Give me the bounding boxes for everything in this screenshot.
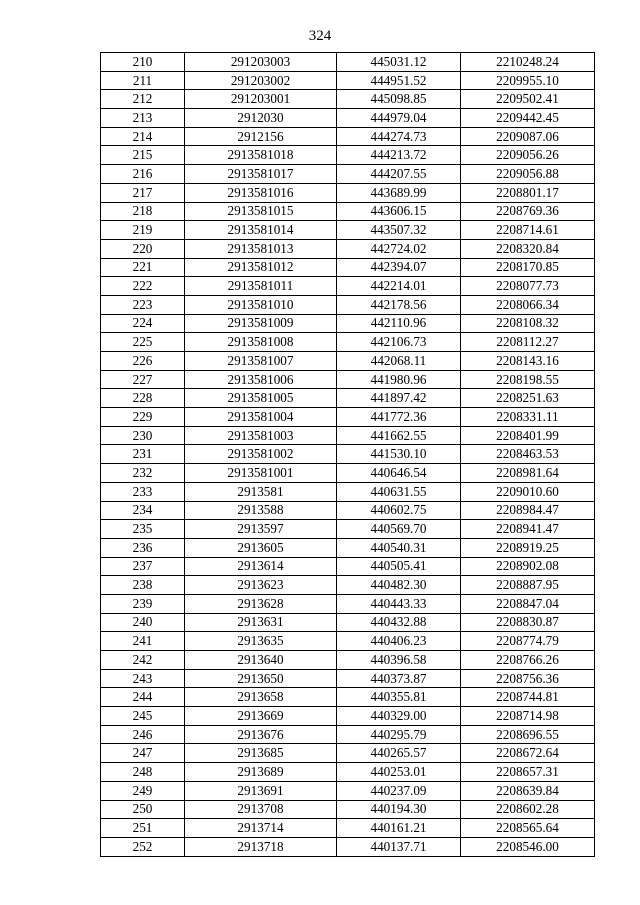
x-coordinate-cell: 445031.12: [337, 53, 461, 72]
table-row: [101, 90, 595, 109]
x-coordinate-cell: 440505.41: [337, 557, 461, 576]
row-index-cell: 215: [101, 146, 185, 165]
table-row: [101, 183, 595, 202]
x-coordinate-cell: 440253.01: [337, 763, 461, 782]
x-coordinate-cell: 440237.09: [337, 781, 461, 800]
point-id-cell: 2913581018: [185, 146, 337, 165]
y-coordinate-cell: 2208463.53: [461, 445, 595, 464]
point-id-cell: 2913588: [185, 501, 337, 520]
point-id-cell: 2913581004: [185, 408, 337, 427]
x-coordinate-cell: 442214.01: [337, 277, 461, 296]
y-coordinate-cell: 2208066.34: [461, 295, 595, 314]
table-row: [101, 389, 595, 408]
table-row: [101, 688, 595, 707]
y-coordinate-cell: 2208672.64: [461, 744, 595, 763]
y-coordinate-cell: 2208830.87: [461, 613, 595, 632]
y-coordinate-cell: 2208769.36: [461, 202, 595, 221]
point-id-cell: 2913685: [185, 744, 337, 763]
point-id-cell: 2913689: [185, 763, 337, 782]
x-coordinate-cell: 442110.96: [337, 314, 461, 333]
y-coordinate-cell: 2208401.99: [461, 426, 595, 445]
y-coordinate-cell: 2208198.55: [461, 370, 595, 389]
table-row: [101, 613, 595, 632]
y-coordinate-cell: 2208546.00: [461, 837, 595, 856]
x-coordinate-cell: 442724.02: [337, 239, 461, 258]
row-index-cell: 217: [101, 183, 185, 202]
table-row: [101, 221, 595, 240]
table-row: [101, 127, 595, 146]
table-row: [101, 520, 595, 539]
y-coordinate-cell: 2208887.95: [461, 576, 595, 595]
y-coordinate-cell: 2208766.26: [461, 651, 595, 670]
y-coordinate-cell: 2208565.64: [461, 819, 595, 838]
point-id-cell: 2913650: [185, 669, 337, 688]
row-index-cell: 225: [101, 333, 185, 352]
row-index-cell: 232: [101, 464, 185, 483]
point-id-cell: 2913597: [185, 520, 337, 539]
point-id-cell: 2913581012: [185, 258, 337, 277]
table-row: [101, 800, 595, 819]
x-coordinate-cell: 440295.79: [337, 725, 461, 744]
point-id-cell: 2913658: [185, 688, 337, 707]
x-coordinate-cell: 443689.99: [337, 183, 461, 202]
point-id-cell: 2913581007: [185, 352, 337, 371]
x-coordinate-cell: 441530.10: [337, 445, 461, 464]
point-id-cell: 2913640: [185, 651, 337, 670]
x-coordinate-cell: 444213.72: [337, 146, 461, 165]
y-coordinate-cell: 2208108.32: [461, 314, 595, 333]
table-row: [101, 146, 595, 165]
table-row: [101, 501, 595, 520]
x-coordinate-cell: 442394.07: [337, 258, 461, 277]
y-coordinate-cell: 2208756.36: [461, 669, 595, 688]
row-index-cell: 211: [101, 71, 185, 90]
table-row: [101, 426, 595, 445]
row-index-cell: 213: [101, 109, 185, 128]
x-coordinate-cell: 440482.30: [337, 576, 461, 595]
table-row: [101, 295, 595, 314]
table-row: [101, 538, 595, 557]
x-coordinate-cell: 440540.31: [337, 538, 461, 557]
point-id-cell: 2913669: [185, 707, 337, 726]
x-coordinate-cell: 441897.42: [337, 389, 461, 408]
table-row: [101, 576, 595, 595]
row-index-cell: 218: [101, 202, 185, 221]
y-coordinate-cell: 2208981.64: [461, 464, 595, 483]
point-id-cell: 2913581017: [185, 165, 337, 184]
y-coordinate-cell: 2208847.04: [461, 594, 595, 613]
table-row: [101, 744, 595, 763]
row-index-cell: 210: [101, 53, 185, 72]
table-row: [101, 445, 595, 464]
x-coordinate-cell: 442068.11: [337, 352, 461, 371]
row-index-cell: 251: [101, 819, 185, 838]
table-row: [101, 707, 595, 726]
point-id-cell: 2913581014: [185, 221, 337, 240]
y-coordinate-cell: 2208331.11: [461, 408, 595, 427]
x-coordinate-cell: 441662.55: [337, 426, 461, 445]
point-id-cell: 291203003: [185, 53, 337, 72]
y-coordinate-cell: 2209087.06: [461, 127, 595, 146]
x-coordinate-cell: 444207.55: [337, 165, 461, 184]
y-coordinate-cell: 2208801.17: [461, 183, 595, 202]
table-row: [101, 202, 595, 221]
row-index-cell: 250: [101, 800, 185, 819]
x-coordinate-cell: 444274.73: [337, 127, 461, 146]
row-index-cell: 246: [101, 725, 185, 744]
point-id-cell: 2913628: [185, 594, 337, 613]
row-index-cell: 224: [101, 314, 185, 333]
row-index-cell: 249: [101, 781, 185, 800]
row-index-cell: 243: [101, 669, 185, 688]
row-index-cell: 236: [101, 538, 185, 557]
x-coordinate-cell: 445098.85: [337, 90, 461, 109]
point-id-cell: 2913623: [185, 576, 337, 595]
row-index-cell: 219: [101, 221, 185, 240]
y-coordinate-cell: 2208744.81: [461, 688, 595, 707]
y-coordinate-cell: 2210248.24: [461, 53, 595, 72]
table-row: [101, 165, 595, 184]
x-coordinate-cell: 440646.54: [337, 464, 461, 483]
x-coordinate-cell: 442178.56: [337, 295, 461, 314]
x-coordinate-cell: 440631.55: [337, 482, 461, 501]
point-id-cell: 2912030: [185, 109, 337, 128]
y-coordinate-cell: 2208251.63: [461, 389, 595, 408]
row-index-cell: 220: [101, 239, 185, 258]
table-row: [101, 669, 595, 688]
x-coordinate-cell: 440137.71: [337, 837, 461, 856]
table-row: [101, 781, 595, 800]
point-id-cell: 2913581015: [185, 202, 337, 221]
y-coordinate-cell: 2209442.45: [461, 109, 595, 128]
x-coordinate-cell: 442106.73: [337, 333, 461, 352]
point-id-cell: 2913635: [185, 632, 337, 651]
x-coordinate-cell: 440265.57: [337, 744, 461, 763]
table-row: [101, 464, 595, 483]
page-number: 324: [308, 28, 332, 44]
table-row: [101, 258, 595, 277]
row-index-cell: 221: [101, 258, 185, 277]
x-coordinate-cell: 440161.21: [337, 819, 461, 838]
row-index-cell: 230: [101, 426, 185, 445]
table-row: [101, 819, 595, 838]
table-row: [101, 408, 595, 427]
point-id-cell: 291203002: [185, 71, 337, 90]
row-index-cell: 244: [101, 688, 185, 707]
y-coordinate-cell: 2208714.98: [461, 707, 595, 726]
table-row: [101, 333, 595, 352]
point-id-cell: 2913581009: [185, 314, 337, 333]
y-coordinate-cell: 2208941.47: [461, 520, 595, 539]
row-index-cell: 234: [101, 501, 185, 520]
point-id-cell: 2913581011: [185, 277, 337, 296]
table-row: [101, 557, 595, 576]
y-coordinate-cell: 2209502.41: [461, 90, 595, 109]
row-index-cell: 237: [101, 557, 185, 576]
row-index-cell: 212: [101, 90, 185, 109]
x-coordinate-cell: 444979.04: [337, 109, 461, 128]
table-row: [101, 314, 595, 333]
y-coordinate-cell: 2208602.28: [461, 800, 595, 819]
point-id-cell: 2913581001: [185, 464, 337, 483]
table-row: [101, 594, 595, 613]
point-id-cell: 2913581016: [185, 183, 337, 202]
x-coordinate-cell: 444951.52: [337, 71, 461, 90]
y-coordinate-cell: 2208143.16: [461, 352, 595, 371]
coordinates-table: [100, 52, 595, 857]
y-coordinate-cell: 2208320.84: [461, 239, 595, 258]
row-index-cell: 229: [101, 408, 185, 427]
x-coordinate-cell: 440194.30: [337, 800, 461, 819]
point-id-cell: 2913631: [185, 613, 337, 632]
row-index-cell: 245: [101, 707, 185, 726]
point-id-cell: 2913708: [185, 800, 337, 819]
table-row: [101, 370, 595, 389]
table-row: [101, 277, 595, 296]
table-row: [101, 482, 595, 501]
y-coordinate-cell: 2208774.79: [461, 632, 595, 651]
row-index-cell: 223: [101, 295, 185, 314]
y-coordinate-cell: 2209056.88: [461, 165, 595, 184]
point-id-cell: 2913581006: [185, 370, 337, 389]
point-id-cell: 2913581008: [185, 333, 337, 352]
x-coordinate-cell: 440443.33: [337, 594, 461, 613]
x-coordinate-cell: 443606.15: [337, 202, 461, 221]
x-coordinate-cell: 440602.75: [337, 501, 461, 520]
point-id-cell: 2912156: [185, 127, 337, 146]
point-id-cell: 2913714: [185, 819, 337, 838]
table-row: [101, 651, 595, 670]
y-coordinate-cell: 2208077.73: [461, 277, 595, 296]
table-row: [101, 632, 595, 651]
point-id-cell: 2913676: [185, 725, 337, 744]
y-coordinate-cell: 2209955.10: [461, 71, 595, 90]
row-index-cell: 240: [101, 613, 185, 632]
row-index-cell: 231: [101, 445, 185, 464]
row-index-cell: 248: [101, 763, 185, 782]
x-coordinate-cell: 440569.70: [337, 520, 461, 539]
point-id-cell: 2913614: [185, 557, 337, 576]
x-coordinate-cell: 440406.23: [337, 632, 461, 651]
x-coordinate-cell: 443507.32: [337, 221, 461, 240]
row-index-cell: 216: [101, 165, 185, 184]
row-index-cell: 247: [101, 744, 185, 763]
row-index-cell: 214: [101, 127, 185, 146]
table-row: [101, 725, 595, 744]
row-index-cell: 238: [101, 576, 185, 595]
x-coordinate-cell: 441772.36: [337, 408, 461, 427]
x-coordinate-cell: 440373.87: [337, 669, 461, 688]
table-row: [101, 53, 595, 72]
y-coordinate-cell: 2208170.85: [461, 258, 595, 277]
y-coordinate-cell: 2208919.25: [461, 538, 595, 557]
x-coordinate-cell: 440432.88: [337, 613, 461, 632]
x-coordinate-cell: 440329.00: [337, 707, 461, 726]
row-index-cell: 239: [101, 594, 185, 613]
y-coordinate-cell: 2209056.26: [461, 146, 595, 165]
point-id-cell: 2913718: [185, 837, 337, 856]
point-id-cell: 2913581010: [185, 295, 337, 314]
y-coordinate-cell: 2208639.84: [461, 781, 595, 800]
y-coordinate-cell: 2208902.08: [461, 557, 595, 576]
y-coordinate-cell: 2208657.31: [461, 763, 595, 782]
point-id-cell: 2913581005: [185, 389, 337, 408]
table-row: [101, 71, 595, 90]
row-index-cell: 228: [101, 389, 185, 408]
x-coordinate-cell: 440355.81: [337, 688, 461, 707]
row-index-cell: 222: [101, 277, 185, 296]
table-row: [101, 837, 595, 856]
y-coordinate-cell: 2208696.55: [461, 725, 595, 744]
point-id-cell: 2913581: [185, 482, 337, 501]
point-id-cell: 2913691: [185, 781, 337, 800]
row-index-cell: 241: [101, 632, 185, 651]
x-coordinate-cell: 440396.58: [337, 651, 461, 670]
y-coordinate-cell: 2209010.60: [461, 482, 595, 501]
point-id-cell: 2913581003: [185, 426, 337, 445]
row-index-cell: 227: [101, 370, 185, 389]
y-coordinate-cell: 2208714.61: [461, 221, 595, 240]
table-row: [101, 352, 595, 371]
point-id-cell: 2913605: [185, 538, 337, 557]
row-index-cell: 235: [101, 520, 185, 539]
table-row: [101, 109, 595, 128]
row-index-cell: 252: [101, 837, 185, 856]
row-index-cell: 226: [101, 352, 185, 371]
coordinates-table-body: [101, 53, 595, 857]
y-coordinate-cell: 2208112.27: [461, 333, 595, 352]
row-index-cell: 233: [101, 482, 185, 501]
x-coordinate-cell: 441980.96: [337, 370, 461, 389]
y-coordinate-cell: 2208984.47: [461, 501, 595, 520]
point-id-cell: 2913581013: [185, 239, 337, 258]
point-id-cell: 2913581002: [185, 445, 337, 464]
point-id-cell: 291203001: [185, 90, 337, 109]
table-row: [101, 239, 595, 258]
row-index-cell: 242: [101, 651, 185, 670]
table-row: [101, 763, 595, 782]
